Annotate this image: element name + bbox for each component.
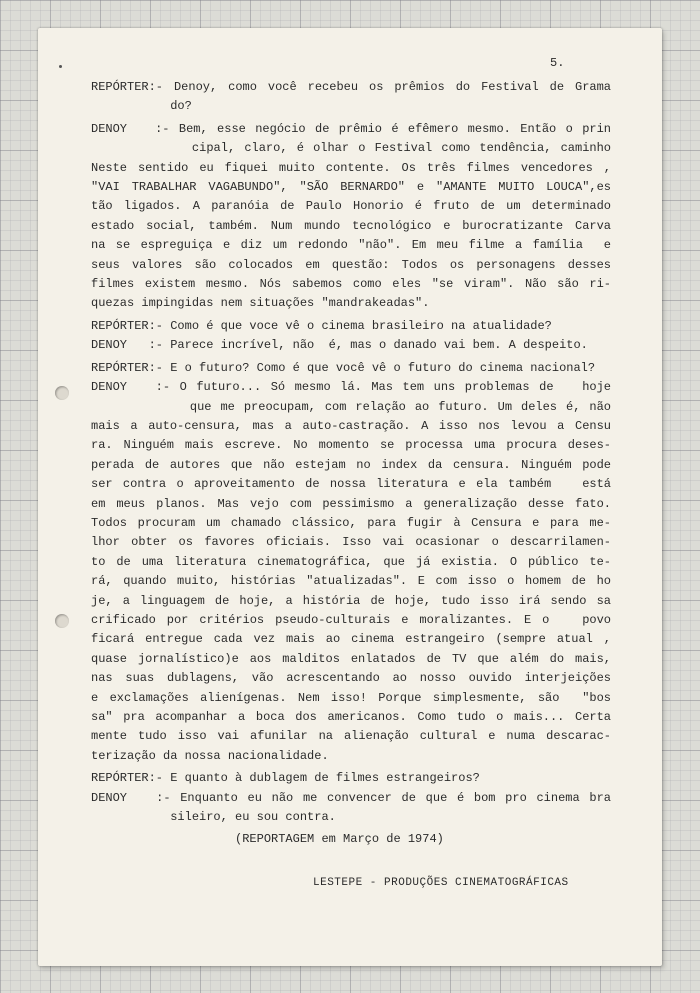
text-line: perada de autores que não estejam no index da censura. Ninguém pode: [91, 457, 611, 472]
text-line: terização da nossa nacionalidade.: [91, 748, 329, 763]
text-line: e exclamações alienígenas. Nem isso! Porque simplesmente, são "bos: [91, 690, 611, 705]
ink-dot: [59, 65, 62, 68]
text-line: seus valores são colocados em questão: Todos os personagens desses: [91, 257, 611, 272]
text-line: nas suas dublagens, vão acrescentando ao nosso ouvido interjeições: [91, 671, 611, 686]
punch-hole-bottom: [55, 614, 69, 628]
text-line: ser contra o aproveitamento de nossa literatura e ela também está: [91, 477, 611, 492]
text-line: que me preocupam, com relação ao futuro. Um deles é, não: [91, 399, 611, 414]
text-line: quezas impingidas nem situações "mandrakeadas".: [91, 296, 430, 311]
text-line: cipal, claro, é olhar o Festival como tendência, caminho: [91, 141, 611, 156]
text-line: mais a auto-censura, mas a auto-castração. A isso nos levou a Censu: [91, 418, 611, 433]
text-line: REPÓRTER:- Denoy, como você recebeu os prêmios do Festival de Grama: [91, 80, 611, 94]
text-line: sa" pra acompanhar a boca dos americanos. Como tudo o mais... Certa: [91, 710, 611, 724]
text-line: je, a linguagem de hoje, a história de hoje, tudo isso irá sendo sa: [91, 593, 611, 608]
text-line: DENOY :- Parece incrível, não é, mas o danado vai bem. A despeito.: [91, 338, 588, 353]
text-line: REPÓRTER:- E o futuro? Como é que você vê o futuro do cinema nacional?: [91, 360, 596, 375]
text-line: tão ligados. A paranóia de Paulo Honorio é fruto de um determinado: [91, 199, 611, 214]
text-line: rá, quando muito, histórias "atualizadas". E com isso o homem de ho: [91, 574, 611, 589]
letterhead-footer: LESTEPE - PRODUÇÕES CINEMATOGRÁFICAS: [313, 877, 569, 889]
text-line: lhor obter os favores oficiais. Isso vai ocasionar o descarrilamen-: [91, 535, 611, 550]
text-line: na se espreguiça e diz um redondo "não". Em meu filme a família e: [91, 238, 611, 253]
text-line: Neste sentido eu fiquei muito contente. Os três filmes vencedores ,: [91, 160, 611, 175]
text-line: Todos procuram um chamado clássico, para fugir à Censura e para me-: [91, 515, 611, 530]
text-line: filmes existem mesmo. Nós sabemos como eles "se viram". Não são ri-: [91, 277, 611, 292]
interview-text: [91, 78, 611, 850]
text-line: REPÓRTER:- Como é que voce vê o cinema brasileiro na atualidade?: [91, 318, 552, 333]
text-line: DENOY :- Bem, esse negócio de prêmio é efêmero mesmo. Então o prin: [91, 121, 611, 136]
text-line: estado social, também. Num mundo tecnológico e burocratizante Carva: [91, 218, 611, 233]
text-line: REPÓRTER:- E quanto à dublagem de filmes estrangeiros?: [91, 771, 480, 786]
punch-hole-top: [55, 386, 69, 400]
text-line: ra. Ninguém mais escreve. No momento se processa uma procura deses-: [91, 438, 611, 453]
text-line: crificado por critérios pseudo-culturais e moralizantes. E o povo: [91, 612, 611, 627]
text-line: to de uma literatura cinematográfica, que já existia. O público te-: [91, 554, 611, 569]
text-line: DENOY :- O futuro... Só mesmo lá. Mas tem uns problemas de hoje: [91, 380, 611, 395]
text-line: mente tudo isso vai afunilar na alienação cultural e numa descarac-: [91, 729, 611, 744]
text-line: (REPORTAGEM em Março de 1974): [91, 832, 444, 847]
text-line: "VAI TRABALHAR VAGABUNDO", "SÃO BERNARDO" e "AMANTE MUITO LOUCA",es: [91, 180, 611, 195]
text-line: quase jornalístico)e aos malditos enlatados de TV que além do mais,: [91, 651, 611, 666]
text-line: sileiro, eu sou contra.: [91, 810, 336, 825]
text-line: ficará entregue cada vez mais ao cinema estrangeiro (sempre atual ,: [91, 632, 611, 647]
text-line: do?: [91, 99, 192, 114]
text-line: DENOY :- Enquanto eu não me convencer de que é bom pro cinema bra: [91, 790, 611, 805]
text-line: em meus planos. Mas vejo com pessimismo a generalização desse fato.: [91, 496, 611, 511]
page-number: 5.: [550, 56, 565, 70]
